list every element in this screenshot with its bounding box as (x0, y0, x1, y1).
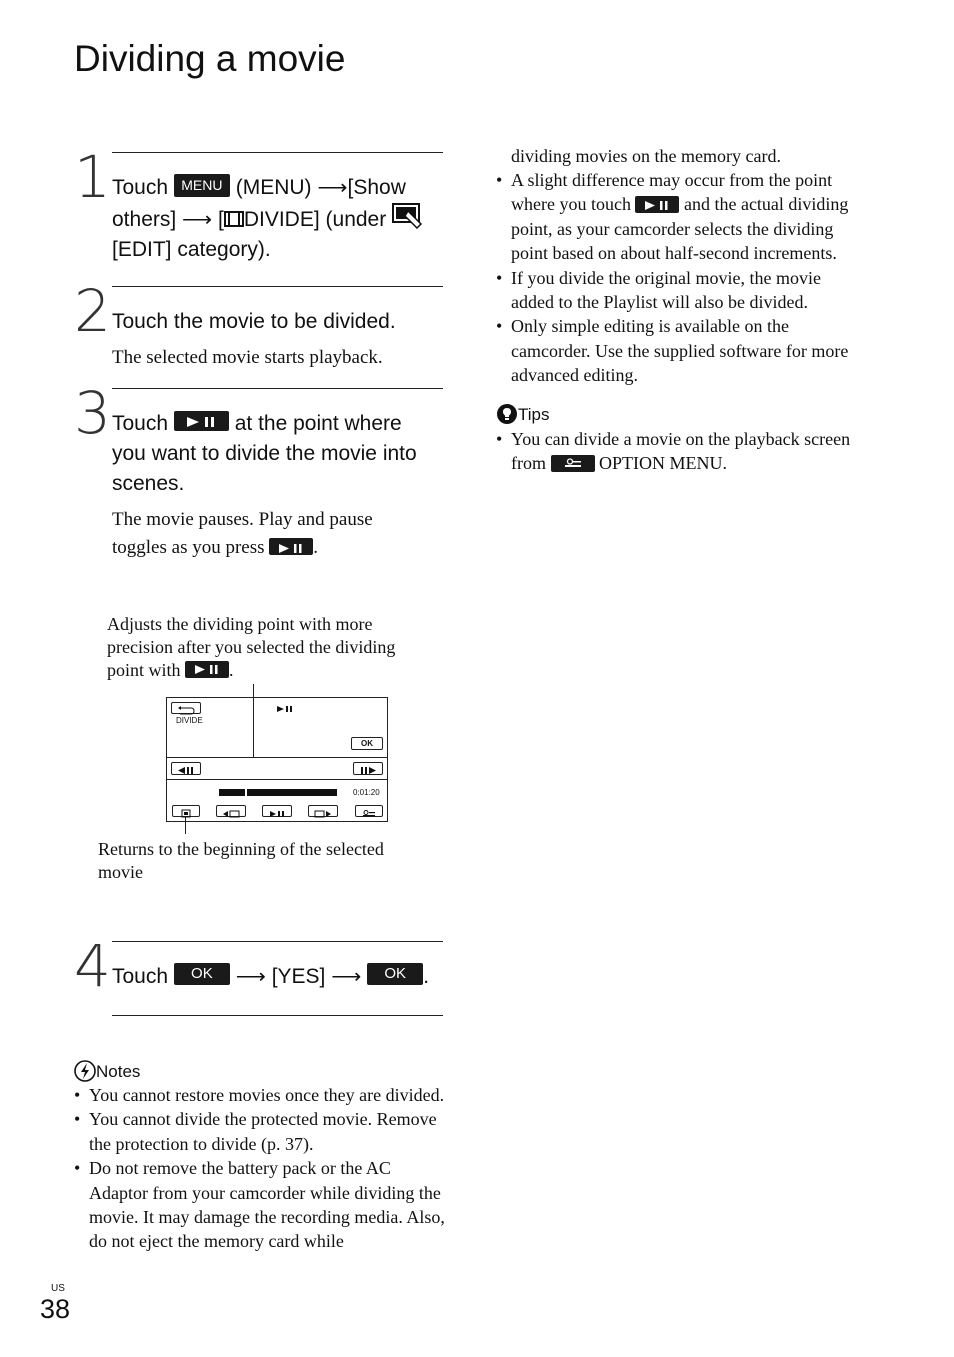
fine-adjust-bar (166, 757, 388, 780)
list-item: • You cannot divide the protected movie. Remove the protection to divide (p. 37). (74, 1107, 446, 1156)
page-number: 38 (40, 1294, 71, 1324)
play-pause-key (269, 538, 313, 555)
step-forward-icon (354, 765, 382, 776)
step-4-bottom-rule (112, 1015, 443, 1016)
arrow-right-icon: ⟶ (235, 965, 266, 988)
progress-bar[interactable] (219, 789, 337, 796)
ok-button[interactable]: OK (351, 737, 383, 750)
step-1-rule (112, 152, 443, 153)
callout-return-start: Returns to the beginning of the selected movie (98, 839, 384, 882)
step-back-icon (172, 765, 200, 776)
play-pause-button[interactable] (262, 805, 292, 817)
list-item: • If you divide the original movie, the movie added to the Playlist will also be divided. (496, 266, 861, 315)
next-scene-icon (309, 809, 337, 819)
step-2-sub: The selected movie starts playback. (112, 347, 383, 368)
return-icon (172, 706, 200, 716)
step-1-number: 1 (74, 143, 111, 211)
arrow-right-icon: ⟶ (182, 208, 213, 231)
right-notes-list (496, 168, 861, 388)
step-2-number: 2 (74, 277, 111, 345)
option-button[interactable] (355, 805, 383, 817)
arrow-right-icon: ⟶ (317, 176, 348, 199)
play-pause-icon (276, 704, 296, 714)
step-back-button[interactable] (171, 762, 201, 775)
play-pause-icon (263, 809, 291, 819)
edit-category-icon (392, 203, 424, 229)
option-icon (551, 456, 595, 473)
step-2-text: Touch the movie to be divided. (112, 310, 396, 333)
step-1-text: Touch MENU (MENU) ⟶[Show others] ⟶ [ DIVIDE] (under [EDIT] category). (112, 173, 452, 265)
region-label: US (51, 1283, 65, 1294)
control-strip (166, 780, 388, 822)
ok-key: OK (174, 963, 230, 985)
screen-divider (253, 698, 254, 757)
ok-key: OK (367, 963, 423, 985)
notes-heading: Notes (74, 1060, 140, 1082)
previous-scene-button[interactable] (216, 805, 246, 817)
tips-list (496, 427, 861, 476)
continued-note: dividing movies on the memory card. (511, 146, 781, 166)
play-pause-key (185, 661, 229, 678)
list-item: • You cannot restore movies once they are divided. (74, 1083, 446, 1107)
menu-key: MENU (174, 174, 230, 197)
step-3-rule (112, 388, 443, 389)
notes-list (74, 1083, 446, 1254)
step-4-text: Touch OK ⟶ [YES] ⟶ OK . (112, 965, 430, 988)
list-item: • You can divide a movie on the playback screen from OPTION MENU. (496, 427, 861, 476)
arrow-right-icon: ⟶ (331, 965, 362, 988)
step-4-number: 4 (74, 932, 111, 1000)
return-to-start-icon (173, 809, 199, 819)
step-3-text: Touch at the point where you want to divide the movie into scenes. (112, 412, 417, 495)
timecode: 0:01:20 (353, 788, 380, 797)
back-button[interactable] (171, 702, 201, 714)
previous-scene-icon (217, 809, 245, 819)
progress-marker (245, 789, 247, 796)
screen-label: DIVIDE (176, 716, 203, 725)
play-pause-key (635, 196, 679, 213)
play-pause-key (174, 411, 229, 431)
list-item: • Only simple editing is available on the camcorder. Use the supplied software for more advanced editing. (496, 314, 861, 387)
notes-icon (74, 1060, 96, 1082)
tips-icon (496, 403, 518, 425)
step-3-number: 3 (74, 379, 111, 447)
step-3-sub: The movie pauses. Play and pause toggles as you press . (112, 509, 373, 558)
next-scene-button[interactable] (308, 805, 338, 817)
return-to-start-button[interactable] (172, 805, 200, 817)
step-2-rule (112, 286, 443, 287)
list-item: • A slight difference may occur from the point where you touch and the actual dividing point, as your camcorder selects the dividing point based on about half-second increments. (496, 168, 861, 266)
step-4-rule (112, 941, 443, 942)
page-title: Dividing a movie (74, 38, 346, 79)
callout-fine-adjust: Adjusts the dividing point with more precision after you selected the dividing point with . (107, 614, 396, 680)
option-icon (356, 809, 382, 819)
step-forward-button[interactable] (353, 762, 383, 775)
film-icon (224, 210, 244, 228)
tips-heading: Tips (496, 403, 550, 425)
option-key (551, 455, 595, 472)
list-item: • Do not remove the battery pack or the AC Adaptor from your camcorder while dividing the movie. It may damage the recording media. Also, do not eject the memory card while (74, 1156, 446, 1254)
